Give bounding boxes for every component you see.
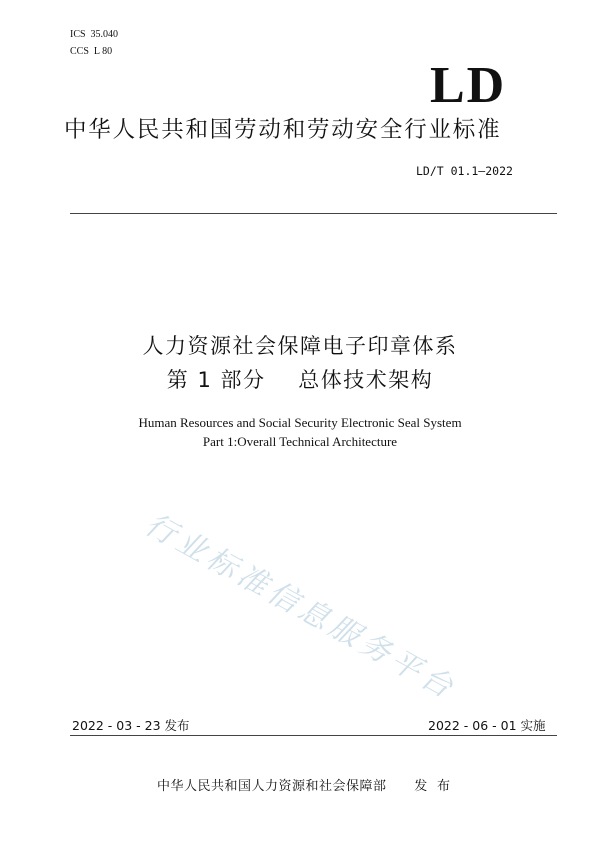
standard-code: LD/T 01.1—2022 <box>416 164 513 178</box>
title-cn-line1: 人力资源社会保障电子印章体系 <box>142 334 458 358</box>
standard-organization: 中华人民共和国劳动和劳动安全行业标准 <box>64 117 502 143</box>
title-cn-line2: 第 1 部分 总体技术架构 <box>166 368 434 392</box>
bottom-divider <box>70 735 557 736</box>
top-divider <box>70 213 557 214</box>
implementation-date: 2022 - 06 - 01 实施 <box>428 718 546 733</box>
watermark: 行业标准信息服务平台 <box>139 506 463 708</box>
classification-codes <box>70 26 118 60</box>
issue-date: 2022 - 03 - 23 发布 <box>72 718 190 733</box>
ld-logo: LD <box>430 57 507 114</box>
ccs-code: CCS L 80 <box>70 46 113 57</box>
title-en-line1: Human Resources and Social Security Electronic Seal System <box>138 415 462 430</box>
title-en-line2: Part 1:Overall Technical Architecture <box>202 434 398 449</box>
publisher: 中华人民共和国人力资源和社会保障部 发 布 <box>157 779 451 794</box>
ics-code: ICS 35.040 <box>70 29 119 40</box>
